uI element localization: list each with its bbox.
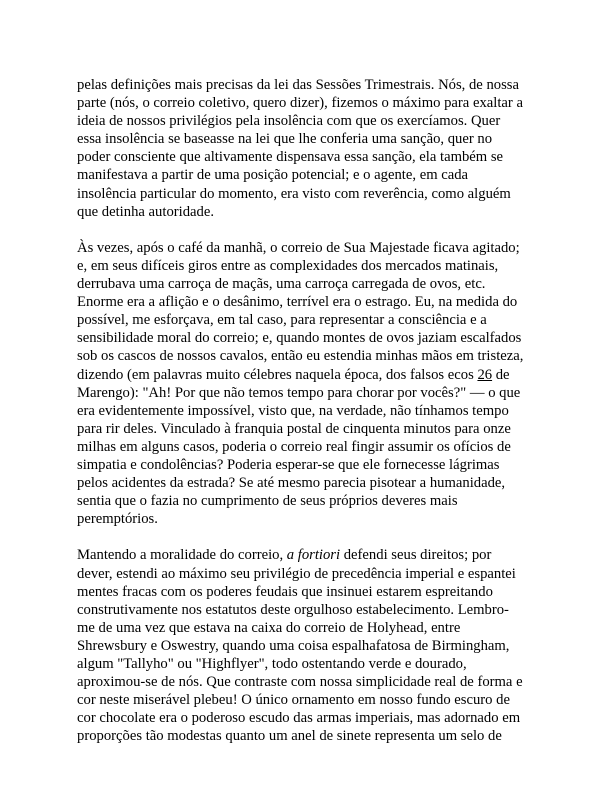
text-line: Às vezes, após o café da manhã, o correio de Sua Majestade ficava agitado; [77,239,520,256]
text-line: pelos acidentes da estrada? Se até mesmo parecia pisotear a humanidade, [77,475,506,492]
text-line: parte (nós, o correio coletivo, quero dizer), fizemos o máximo para exaltar a [77,95,523,112]
text-line: cor neste miserável plebeu! O único ornamento em nosso fundo escuro de [77,692,510,709]
paragraph-3 [77,546,547,745]
text-line: poder consciente que altivamente dispensava essa sanção, ela também se [77,149,504,166]
text-line: sensibilidade moral do correio; e, quando montes de ovos jaziam escalfados [77,330,522,347]
text-line: pelas definições mais precisas da lei das Sessões Trimestrais. Nós, de nossa [77,77,519,93]
text-line: aproximou-se de nós. Que contraste com nossa simplicidade real de forma e [77,674,523,691]
text-line: possível, me esforçava, em tal caso, para representar a consciência e a [77,312,487,329]
text-segment: de [492,366,510,383]
text-segment: dizendo (em palavras muito célebres naquela época, dos falsos ecos [77,366,478,383]
text-line: peremptórios. [77,511,158,528]
text-line: proporções tão modestas quanto um anel de sinete representa um selo de [77,728,502,745]
text-line: essa insolência se baseasse na lei que lhe conferia uma sanção, quer no [77,131,493,148]
text-line: sentia que o fazia no cumprimento de seus próprios deveres mais [77,493,458,510]
text-segment: Mantendo a moralidade do correio, [77,547,287,564]
text-line: para rir deles. Vinculado à franquia postal de cinquenta minutos para onze [77,420,511,437]
text-line: insolência particular do momento, era visto com reverência, como alguém [77,185,511,202]
text-line: manifestava a partir de uma posição potencial; e o agente, em cada [77,167,469,184]
text-line: era evidentemente impossível, visto que, na verdade, não tínhamos tempo [77,402,509,419]
paragraph-2 [77,239,547,529]
text-line: simpatia e condolências? Poderia esperar-se que ele fornecesse lágrimas [77,456,500,473]
text-line: que detinha autoridade. [77,203,214,220]
text-segment: defendi seus direitos; por [340,547,492,564]
text-line-with-italic [77,546,547,564]
text-line: Enorme era a aflição e o desânimo, terrível era o estrago. Eu, na medida do [77,294,518,311]
text-line: sob os cascos de nossos cavalos, então eu estendia minhas mãos em tristeza, [77,348,524,365]
text-line: Marengo): "Ah! Por que não temos tempo para chorar por vocês?" — o que [77,384,521,401]
document-page [77,76,547,764]
text-line: derrubava uma carroça de maçãs, uma carroça carregada de ovos, etc. [77,276,486,293]
text-line: ideia de nossos privilégios pela insolência com que os exercíamos. Quer [77,113,501,130]
text-line: milhas em alguns casos, poderia o correio real fingir assumir os ofícios de [77,438,511,455]
text-line: dever, estendi ao máximo seu privilégio de precedência imperial e espantei [77,565,516,582]
paragraph-1 [77,76,547,221]
text-line: construtivamente nos estatutos deste orgulhoso estabelecimento. Lembro- [77,601,509,618]
italic-phrase: a fortiori [286,547,341,564]
text-line: algum "Tallyho" ou "Highflyer", todo ostentando verde e dourado, [77,656,467,672]
text-line-with-page-ref [77,366,547,384]
page-reference-link[interactable]: 26 [477,366,493,383]
text-line: cor chocolate era o poderoso escudo das armas imperiais, mas adornado em [77,710,521,727]
text-line: e, em seus difíceis giros entre as complexidades dos mercados matinais, [77,257,499,274]
text-line: Shrewsbury e Oswestry, quando uma coisa espalhafatosa de Birmingham, [77,637,510,654]
text-line: me de uma vez que estava na caixa do correio de Holyhead, entre [77,619,461,636]
text-line: mentes fracas com os poderes feudais que insinuei estarem espreitando [77,583,493,600]
